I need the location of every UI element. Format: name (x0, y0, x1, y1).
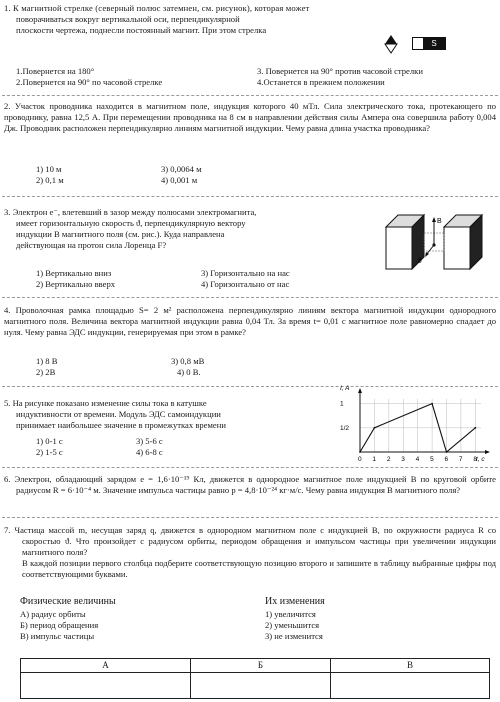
x-tick-label: 3 (401, 456, 405, 463)
q3-options (36, 268, 366, 290)
q2-text: 2. Участок проводника находится в магнитном поле, индукция которого 40 мТл. Сила электрического тока, протекающего по проводнику, равна 12,5 А. При перемещении проводника на 8 см в направлении действия силы Ампера она совершила работу 0,004 Дж. Проводник расположен перпендикулярно линиям магнитной индукции. Чему равна длина участка проводника? (4, 101, 496, 133)
q4-text: 4. Проволочная рамка площадью S= 2 м² расположена перпендикулярно линиям вектора магнитной индукции однородного магнитного поля. Величина вектора магнитной индукции равна 0,04 Тл. За время t= 0,01 с магнитное поле равномерно спадает до нуля. Чему равна ЭДС индукции, генерируемая при этом в рамке? (4, 305, 496, 337)
q4-option-3: 3) 0,8 мВ (171, 356, 205, 366)
q4-option-4: 4) 0 В. (177, 367, 201, 377)
x-tick-label: 8 (473, 456, 477, 463)
answer-cell-a[interactable] (21, 673, 191, 699)
figure-b-label: B (437, 218, 442, 225)
q3-line-2: имеет горизонтальную скорость ϑ, перпендикулярную вектору (16, 218, 246, 228)
x-tick-label: 2 (386, 456, 391, 463)
q5-line-2: индуктивности от времени. Модуль ЭДС самоиндукции (16, 409, 221, 419)
divider (2, 297, 498, 298)
x-tick-label: 5 (430, 456, 434, 463)
q5-option-3: 3) 5-6 с (136, 436, 163, 446)
q7-columns (20, 596, 480, 642)
right-item-3: 3) не изменится (265, 630, 323, 641)
right-column (235, 596, 480, 642)
q3-option-2: 2) Вертикально вверх (36, 279, 116, 289)
series-point (446, 451, 448, 453)
q3-option-3: 3) Горизонтально на нас (201, 268, 290, 278)
q1-options (16, 66, 496, 88)
q5-line-3: принимает наибольшее значение в промежутках времени (16, 420, 226, 430)
q2-option-1: 1) 10 м (36, 164, 62, 174)
q5-options (36, 436, 236, 458)
y-axis-arrow (358, 388, 362, 393)
q5-line-1: 5. На рисунке показано изменение силы тока в катушке (4, 398, 207, 408)
q5-option-4: 4) 6-8 с (136, 447, 163, 457)
x-axis-arrow (485, 450, 490, 454)
answer-header-c: В (330, 659, 489, 673)
answer-cell-b[interactable] (191, 673, 331, 699)
q1-line-1: 1. К магнитной стрелке (северный полюс затемнен, см. рисунок), которая может (4, 3, 310, 13)
series-point (474, 427, 476, 429)
q2-option-2: 2) 0,1 м (36, 175, 64, 185)
left-item-a: А) радиус орбиты (20, 608, 86, 619)
right-column-title: Их изменения (265, 596, 325, 607)
question-4 (4, 305, 496, 338)
series-point (359, 451, 361, 453)
q2-option-3: 3) 0,0064 м (161, 164, 202, 174)
y-tick-label: 1 (340, 400, 344, 408)
q1-option-2: 2.Повернется на 90° по часовой стрелке (16, 77, 163, 87)
divider (2, 517, 498, 518)
divider (2, 95, 498, 96)
left-item-c: В) импульс частицы (20, 630, 95, 641)
x-tick-label: 1 (372, 456, 377, 463)
q3-line-1: 3. Электрон e⁻, влетевший в зазор между полюсами электромагнита, (4, 207, 257, 217)
x-tick-label: 7 (458, 456, 463, 463)
q4-option-2: 2) 2В (36, 367, 56, 377)
y-axis-label: I, A (340, 385, 350, 392)
q4-option-1: 1) 8 В (36, 356, 58, 366)
answer-cell-c[interactable] (330, 673, 489, 699)
q3-option-4: 4) Горизонтально от нас (201, 279, 290, 289)
y-tick-label: 1/2 (340, 424, 350, 432)
question-3 (4, 207, 366, 251)
q1-option-1: 1.Повернется на 180° (16, 66, 95, 76)
question-1 (4, 3, 496, 36)
q7-text-2: В каждой позиции первого столбца подберите соответствующую позицию второго и запишите в таблицу выбранные цифры под соответствующими буквами. (22, 558, 496, 579)
q6-text: 6. Электрон, обладающий зарядом e = 1,6·10⁻¹⁹ Кл, движется в однородное магнитное поле индукцией В по круговой орбите радиусом R = 6·10⁻⁴ м. Значение импульса частицы равно p = 4,8·10⁻²⁴ кг·м/с. Чему равна индукция В магнитного поля? (4, 474, 496, 495)
q2-option-4: 4) 0,001 м (161, 175, 198, 185)
x-tick-label: 0 (358, 456, 362, 463)
compass-needle-icon (380, 34, 402, 54)
q3-option-1: 1) Вертикально вниз (36, 268, 112, 278)
q5-option-2: 2) 1-5 с (36, 447, 63, 457)
figure-v-label: ϑ (418, 258, 422, 265)
q2-options (36, 164, 286, 186)
q3-line-4: действующая на протон сила Лоренца F? (16, 240, 167, 250)
electromagnet-figure (382, 205, 492, 273)
answer-table (20, 658, 490, 699)
q1-option-4: 4.Останется в прежнем положении (257, 77, 385, 87)
q7-text: 7. Частица массой m, несущая заряд q, движется в однородном магнитном поле с индукцией В, по окружности радиуса R со скоростью ϑ. Что произойдет с радиусом орбиты, периодом обращения и импульсом частицы при увеличении индукции магнитного поля? (4, 525, 496, 557)
q5-option-1: 1) 0-1 с (36, 436, 63, 446)
series-point (431, 403, 433, 405)
permanent-magnet (412, 37, 446, 50)
left-column (20, 596, 235, 642)
question-7 (4, 525, 496, 580)
q1-line-2: поворачиваться вокруг вертикальной оси, перпендикулярной (16, 14, 240, 24)
answer-header-a: А (21, 659, 191, 673)
magnet-pole-label: S (423, 38, 445, 49)
x-tick-label: 4 (415, 456, 420, 463)
q4-options (36, 356, 306, 378)
divider (2, 467, 498, 468)
divider (2, 196, 498, 197)
left-item-b: Б) период обращения (20, 619, 99, 630)
answer-header-b: Б (191, 659, 331, 673)
x-axis-label: t, c (476, 456, 485, 463)
right-item-2: 2) уменьшится (265, 619, 320, 630)
q1-option-3: 3. Повернется на 90° против часовой стрелки (257, 66, 423, 76)
question-2 (4, 101, 496, 134)
right-item-1: 1) увеличится (265, 608, 316, 619)
q3-line-3: индукции B магнитного поля (см. рис.). Куда направлена (16, 229, 225, 239)
x-tick-label: 6 (444, 456, 449, 463)
question-5 (4, 398, 334, 431)
current-time-chart (338, 382, 494, 464)
q1-line-3: плоскости чертежа, поднесли постоянный магнит. При этом стрелка (16, 25, 267, 35)
question-6 (4, 474, 496, 496)
left-column-title: Физические величины (20, 596, 116, 607)
series-point (374, 427, 376, 429)
